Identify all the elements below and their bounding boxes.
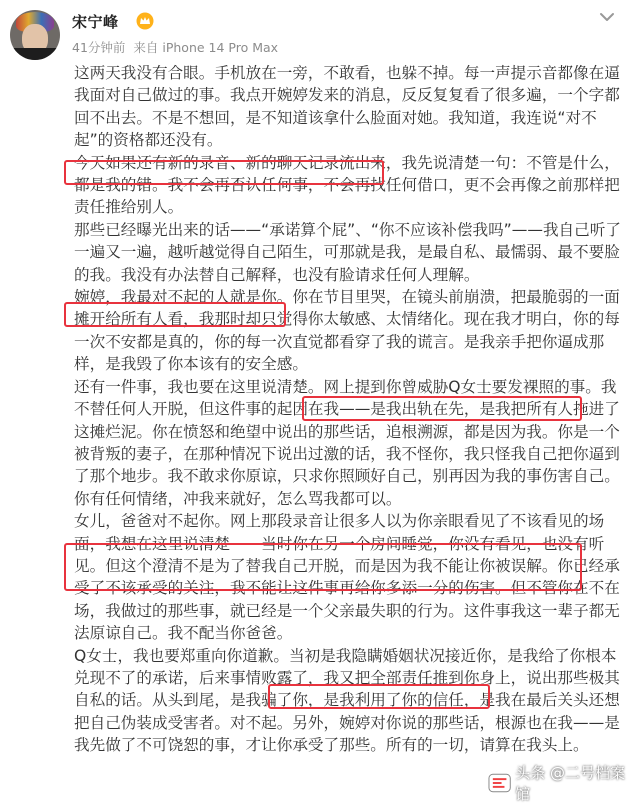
watermark-text: 头条 @二号档案馆 — [515, 764, 626, 803]
crown-badge-icon — [136, 12, 154, 30]
post-header — [0, 0, 636, 62]
chevron-down-icon[interactable] — [596, 8, 618, 26]
avatar[interactable] — [10, 10, 60, 60]
post-paragraph: 今天如果还有新的录音、新的聊天记录流出来，我先说清楚一句：不管是什么，都是我的错。我不会再否认任何事，不会再找任何借口，更不会再像之前那样把责任推给别人。 — [74, 153, 620, 217]
post-paragraph: 这两天我没有合眼。手机放在一旁，不敢看，也躲不掉。每一声提示音都像在逼我面对自己做过的事。我点开婉婷发来的消息，反反复复看了很多遍，一个字都回不出去。不是不想回，是不知道该拿什么脸面对她。我知道，我连说“对不起”的资格都还没有。 — [74, 64, 620, 150]
post-meta — [72, 38, 282, 56]
post-paragraph: 女儿，爸爸对不起你。网上那段录音让很多人以为你亲眼看见了不该看见的场面，我想在这里说清楚——当时你在另一个房间睡觉，你没有看见，也没有听见。但这个澄清不是为了替我自己开脱，而是因为我不能让你被误解。你已经承受了不该承受的关注，我不能让这件事再给你多添一分的伤害。但不管你在不在场，我做过的那些事，就已经是一个父亲最失职的行为。这件事我这一辈子都无法原谅自己。我不配当你爸爸。 — [74, 512, 620, 643]
post-paragraph: 那些已经曝光出来的话——“承诺算个屁”、“你不应该补偿我吗”——我自己听了一遍又一遍，越听越觉得自己陌生，可那就是我，是最自私、最懦弱、最不要脸的我。我没有办法替自己解释，也没有脸请求任何人理解。 — [74, 220, 621, 284]
user-name[interactable]: 宋宁峰 — [72, 13, 119, 31]
post-paragraph: 婉婷，我最对不起的人就是你。你在节目里哭，在镜头前崩溃，把最脆弱的一面摊开给所有人看，我那时却只觉得你太敏感、太情绪化。现在我才明白，你的每一次不安都是真的，你的每一次直觉都看穿了我的谎言。是我亲手把你逼成那样，是我毁了你本该有的安全感。 — [74, 288, 620, 374]
watermark — [488, 764, 636, 803]
post-paragraph: Q女士，我也要郑重向你道歉。当初是我隐瞒婚姻状况接近你，是我给了你根本兑现不了的承诺，后来事情败露了，我又把全部责任推到你身上，说出那些极其自私的话。从头到尾，是我骗了你，是我利用了你的信任，是我在最后关头还想把自己伪装成受害者。对不起。另外，婉婷对你说的那些话，根源也在我——是我先做了不可饶恕的事，才让你承受了那些。所有的一切，请算在我头上。 — [74, 646, 620, 755]
post-body — [74, 62, 622, 757]
post-paragraph: 还有一件事，我也要在这里说清楚。网上提到你曾威胁Q女士要发裸照的事。我不替任何人开脱，但这件事的起因在我——是我出轨在先，是我把所有人拖进了这摊烂泥。你在愤怒和绝望中说出的那些话，追根溯源，都是因为我。你是一个被背叛的妻子，在那种情况下说出过激的话，我不怪你，我只怪我自己把你逼到了那个地步。我不敢求你原谅，只求你照顾好自己，别再因为我的事伤害自己。你有任何情绪，冲我来就好，怎么骂我都可以。 — [74, 377, 620, 508]
post-source: 来自 iPhone 14 Pro Max — [133, 40, 279, 55]
toutiao-logo-icon — [488, 772, 511, 794]
post-time: 41分钟前 — [72, 40, 126, 55]
